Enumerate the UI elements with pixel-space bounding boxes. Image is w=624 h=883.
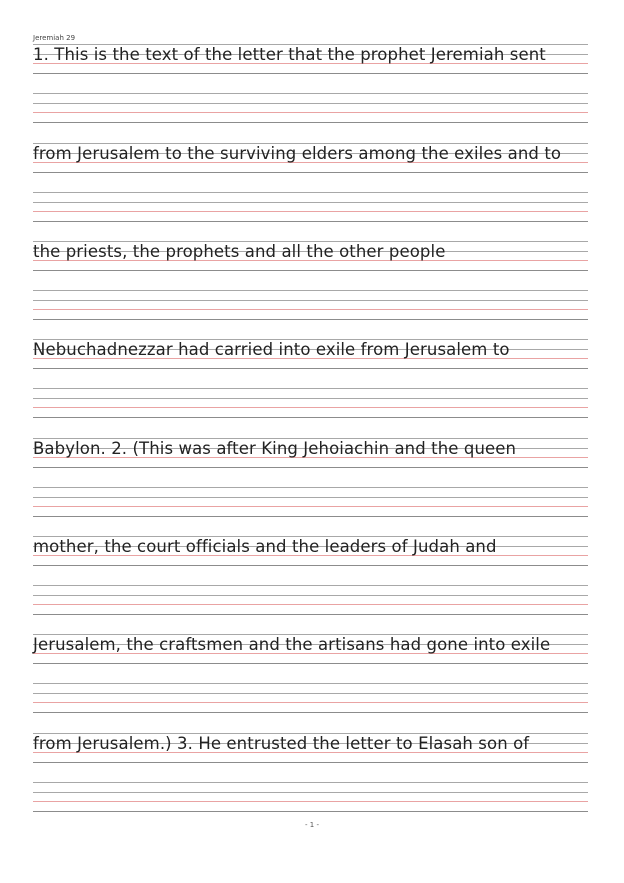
- practice-block-4: [33, 337, 588, 435]
- practice-text-line: the priests, the prophets and all the other people: [33, 242, 446, 261]
- practice-text-line: mother, the court officials and the leaders of Judah and: [33, 537, 497, 556]
- practice-text-line: Nebuchadnezzar had carried into exile from Jerusalem to: [33, 340, 510, 359]
- practice-block-7: [33, 632, 588, 730]
- practice-block-3: [33, 239, 588, 337]
- handwriting-practice-sheet: [33, 0, 588, 883]
- page-number: - 1 -: [305, 821, 319, 829]
- practice-text-line: from Jerusalem to the surviving elders among the exiles and to: [33, 144, 562, 163]
- practice-text-line: Babylon. 2. (This was after King Jehoiachin and the queen: [33, 439, 517, 458]
- practice-block-5: [33, 436, 588, 534]
- page-header-title: Jeremiah 29: [33, 34, 76, 42]
- practice-block-8: [33, 731, 588, 829]
- practice-text-line: 1. This is the text of the letter that the prophet Jeremiah sent: [33, 45, 546, 64]
- practice-block-2: [33, 141, 588, 239]
- practice-text-line: Jerusalem, the craftsmen and the artisans had gone into exile: [33, 635, 551, 654]
- practice-block-6: [33, 534, 588, 632]
- practice-block-1: [33, 42, 588, 140]
- practice-text-line: from Jerusalem.) 3. He entrusted the letter to Elasah son of: [33, 734, 530, 753]
